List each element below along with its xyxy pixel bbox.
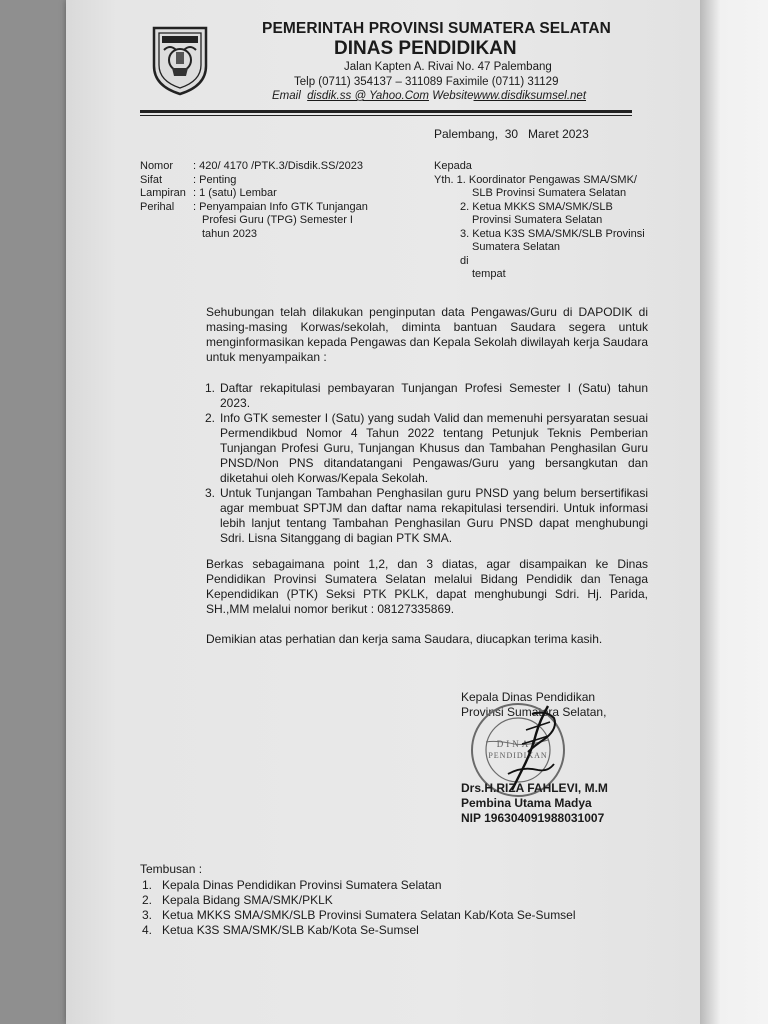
point-number: 3.	[205, 486, 216, 500]
point-number: 1.	[205, 381, 216, 395]
list-item	[205, 486, 648, 546]
cc-number: 3.	[142, 908, 153, 922]
sifat-value: : Penting	[193, 173, 237, 186]
recipient-line-5: 3. Ketua K3S SMA/SMK/SLB Provinsi	[460, 227, 645, 240]
perihal-label: Perihal	[140, 200, 175, 213]
recipient-line-3: 2. Ketua MKKS SMA/SMK/SLB	[460, 200, 613, 213]
signatory-nip: NIP 196304091988031007	[461, 811, 605, 825]
provincial-emblem-logo	[150, 22, 210, 96]
nomor-value: : 420/ 4170 /PTK.3/Disdik.SS/2023	[193, 160, 363, 172]
email-link[interactable]: disdik.ss @ Yahoo.Com	[307, 90, 429, 102]
list-item	[205, 411, 648, 486]
letterhead-divider-thin	[140, 115, 632, 116]
meta-values	[193, 160, 368, 241]
point-text: Info GTK semester I (Satu) yang sudah Valid dan memenuhi persyaratan sesuai Permendikbud Nomor 4 Tahun 2022 tentang Petunjuk Teknis Pemberian Tunjangan Profesi Guru, Tunjangan Khusus dan Tambahan Penghasilan Guru PNSD/Non PNS ditandatangani Pengawas/Guru yang bersangkutan dan diketahui oleh Korwas/Kepala Sekolah.	[220, 411, 648, 485]
cc-text: Kepala Bidang SMA/SMK/PKLK	[162, 893, 333, 907]
place-date: Palembang, 30 Maret 2023	[434, 127, 589, 141]
email-label: Email	[272, 90, 301, 102]
point-text: Untuk Tunjangan Tambahan Penghasilan guru PNSD yang belum bersertifikasi agar membuat SPTJM dan daftar nama rekapitulasi tersendiri. Untuk informasi lebih lanjut tentang Tambahan Penghasilan Guru PNSD dapat menghubungi Sdri. Lisna Sitanggang di bagian PTK SMA.	[220, 486, 648, 545]
point-text: Daftar rekapitulasi pembayaran Tunjangan Profesi Semester I (Satu) tahun 2023.	[220, 381, 648, 410]
recipient-tempat: tempat	[472, 268, 506, 280]
letterhead-divider-thick	[140, 110, 632, 113]
recipient-block	[434, 160, 645, 282]
closing-paragraph: Berkas sebagaimana point 1,2, dan 3 diatas, agar disampaikan ke Dinas Pendidikan Provinsi Sumatera Selatan melalui Bidang Pendidik dan Tenaga Kependidikan (PTK) Seksi PTK PKLK, dapat menghubungi Sdri. Hj. Parida, SH.,MM melalui nomor berikut : 08127335869.	[206, 557, 648, 616]
stamp-text-2: PENDIDIKAN	[488, 751, 548, 760]
signatory-name: Drs.H.RIZA FAHLEVI, M.M	[461, 781, 608, 795]
list-item	[142, 893, 576, 908]
lampiran-value: : 1 (satu) Lembar	[193, 187, 277, 199]
list-item	[142, 878, 576, 893]
signatory-rank: Pembina Utama Madya	[461, 796, 592, 810]
recipient-di: di	[460, 254, 469, 267]
cc-list	[142, 878, 576, 938]
recipient-line-4: Provinsi Sumatera Selatan	[472, 214, 603, 226]
cc-number: 2.	[142, 893, 153, 907]
intro-paragraph: Sehubungan telah dilakukan penginputan data Pengawas/Guru di DAPODIK di masing-masing Korwas/sekolah, diminta bantuan Saudara segera untuk menginformasikan kepada Pengawas dan Kepala Sekolah diwilayah kerja Saudara untuk menyampaikan :	[206, 305, 648, 364]
point-number: 2.	[205, 411, 216, 425]
perihal-value-3: tahun 2023	[202, 227, 258, 240]
sifat-label: Sifat	[140, 173, 163, 186]
lampiran-label: Lampiran	[140, 187, 186, 199]
cc-number: 1.	[142, 878, 153, 892]
perihal-value-1: : Penyampaian Info GTK Tunjangan	[193, 200, 368, 213]
letterhead-address: Jalan Kapten A. Rivai No. 47 Palembang	[344, 61, 552, 73]
cc-text: Kepala Dinas Pendidikan Provinsi Sumatera Selatan	[162, 878, 442, 892]
recipient-line-2: SLB Provinsi Sumatera Selatan	[472, 187, 627, 199]
letterhead-contact	[272, 90, 586, 102]
website-link[interactable]: www.disdiksumsel.net	[473, 90, 587, 102]
list-item	[142, 923, 576, 938]
cc-text: Ketua MKKS SMA/SMK/SLB Provinsi Sumatera Selatan Kab/Kota Se-Sumsel	[162, 908, 576, 922]
letterhead-agency: DINAS PENDIDIKAN	[334, 38, 517, 59]
cc-text: Ketua K3S SMA/SMK/SLB Kab/Kota Se-Sumsel	[162, 923, 419, 937]
recipient-kepada: Kepada	[434, 160, 472, 172]
signatory-title-2: Provinsi Sumatera Selatan,	[461, 705, 607, 719]
meta-labels	[140, 160, 186, 214]
nomor-label: Nomor	[140, 160, 174, 172]
stamp-text-1: DINAS	[496, 739, 540, 749]
list-item	[142, 908, 576, 923]
points-list	[205, 381, 648, 546]
letterhead-phone: Telp (0711) 354137 – 311089 Faximile (0711) 31129	[294, 76, 559, 88]
list-item	[205, 381, 648, 411]
perihal-value-2: Profesi Guru (TPG) Semester I	[202, 214, 353, 226]
cc-label: Tembusan :	[140, 862, 203, 876]
thanks-line: Demikian atas perhatian dan kerja sama Saudara, diucapkan terima kasih.	[206, 632, 603, 646]
signatory-title-1: Kepala Dinas Pendidikan	[461, 690, 596, 704]
recipient-line-1: Yth. 1. Koordinator Pengawas SMA/SMK/	[434, 173, 637, 186]
background-surface	[700, 0, 768, 1024]
cc-number: 4.	[142, 923, 153, 937]
letterhead-government: PEMERINTAH PROVINSI SUMATERA SELATAN	[262, 20, 611, 37]
website-label: Website	[432, 90, 474, 102]
recipient-line-6: Sumatera Selatan	[472, 241, 561, 253]
